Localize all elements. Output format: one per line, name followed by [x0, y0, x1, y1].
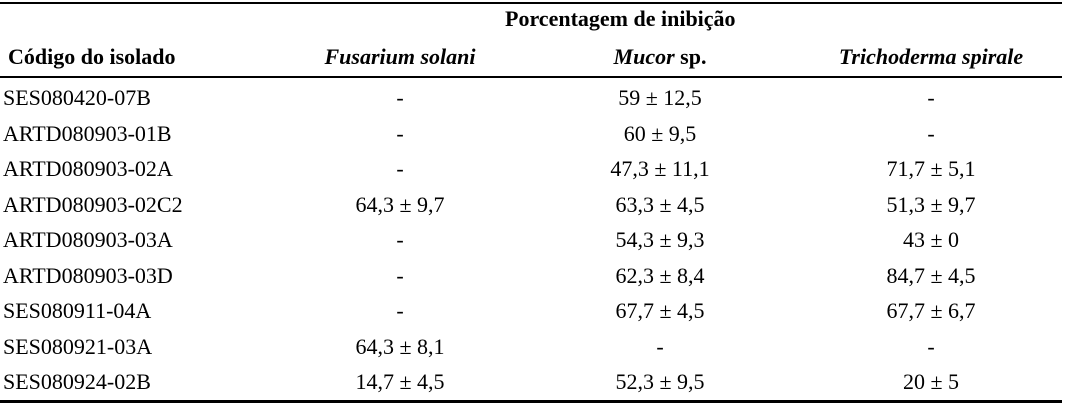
- cell-mucor: 59 ± 12,5: [618, 85, 702, 110]
- table-row: [0, 329, 1062, 365]
- cell-trichoderma: 51,3 ± 9,7: [886, 191, 976, 217]
- table-row: [0, 116, 1062, 152]
- cell-mucor: 54,3 ± 9,3: [615, 227, 705, 252]
- cell-trichoderma: -: [927, 120, 935, 146]
- cell-mucor: 63,3 ± 4,5: [615, 191, 705, 217]
- cell-trichoderma: -: [927, 333, 935, 359]
- cell-code: SES080420-07B: [3, 85, 151, 110]
- cell-fusarium: -: [396, 120, 404, 146]
- mucor-genus: Mucor: [613, 44, 675, 69]
- column-header-mucor: [555, 42, 765, 72]
- cell-fusarium: 64,3 ± 9,7: [355, 191, 445, 217]
- cell-fusarium: 64,3 ± 8,1: [355, 333, 445, 359]
- table-row: [0, 151, 1062, 187]
- cell-code: ARTD080903-01B: [3, 120, 172, 146]
- cell-fusarium: -: [396, 262, 404, 288]
- column-header-trichoderma: Trichoderma spirale: [838, 44, 1024, 69]
- mucor-sp: sp.: [674, 44, 707, 69]
- cell-fusarium: 14,7 ± 4,5: [355, 369, 445, 394]
- cell-code: ARTD080903-03D: [3, 262, 173, 288]
- cell-trichoderma: 84,7 ± 4,5: [886, 262, 976, 288]
- group-header-porcentagem: Porcentagem de inibição: [505, 6, 736, 31]
- cell-mucor: 47,3 ± 11,1: [610, 156, 710, 181]
- cell-mucor: 62,3 ± 8,4: [615, 262, 705, 288]
- cell-code: SES080911-04A: [3, 298, 152, 323]
- column-header-fusarium: Fusarium solani: [324, 44, 476, 69]
- cell-trichoderma: 20 ± 5: [902, 369, 960, 394]
- cell-trichoderma: 71,7 ± 5,1: [886, 156, 976, 181]
- cell-code: ARTD080903-02A: [3, 156, 173, 181]
- cell-trichoderma: -: [927, 85, 935, 110]
- table-row: [0, 293, 1062, 329]
- table-bottom-rule: [0, 400, 1062, 403]
- table-row: [0, 222, 1062, 258]
- cell-mucor: 67,7 ± 4,5: [615, 298, 705, 323]
- cell-code: SES080921-03A: [3, 333, 153, 359]
- table-header-rule: [0, 76, 1062, 78]
- cell-mucor: 52,3 ± 9,5: [615, 369, 705, 394]
- cell-fusarium: -: [396, 85, 404, 110]
- table-row: [0, 364, 1062, 400]
- cell-fusarium: -: [396, 227, 404, 252]
- table-body: [0, 80, 1062, 400]
- cell-fusarium: -: [396, 298, 404, 323]
- table-row: [0, 258, 1062, 294]
- cell-fusarium: -: [396, 156, 404, 181]
- cell-mucor: -: [656, 333, 664, 359]
- cell-trichoderma: 43 ± 0: [902, 227, 960, 252]
- cell-trichoderma: 67,7 ± 6,7: [886, 298, 976, 323]
- cell-mucor: 60 ± 9,5: [623, 120, 697, 146]
- cell-code: ARTD080903-03A: [3, 227, 173, 252]
- column-header-code: Código do isolado: [8, 44, 176, 69]
- table-row: [0, 80, 1062, 116]
- cell-code: SES080924-02B: [3, 369, 151, 394]
- table-row: [0, 187, 1062, 223]
- cell-code: ARTD080903-02C2: [3, 191, 183, 217]
